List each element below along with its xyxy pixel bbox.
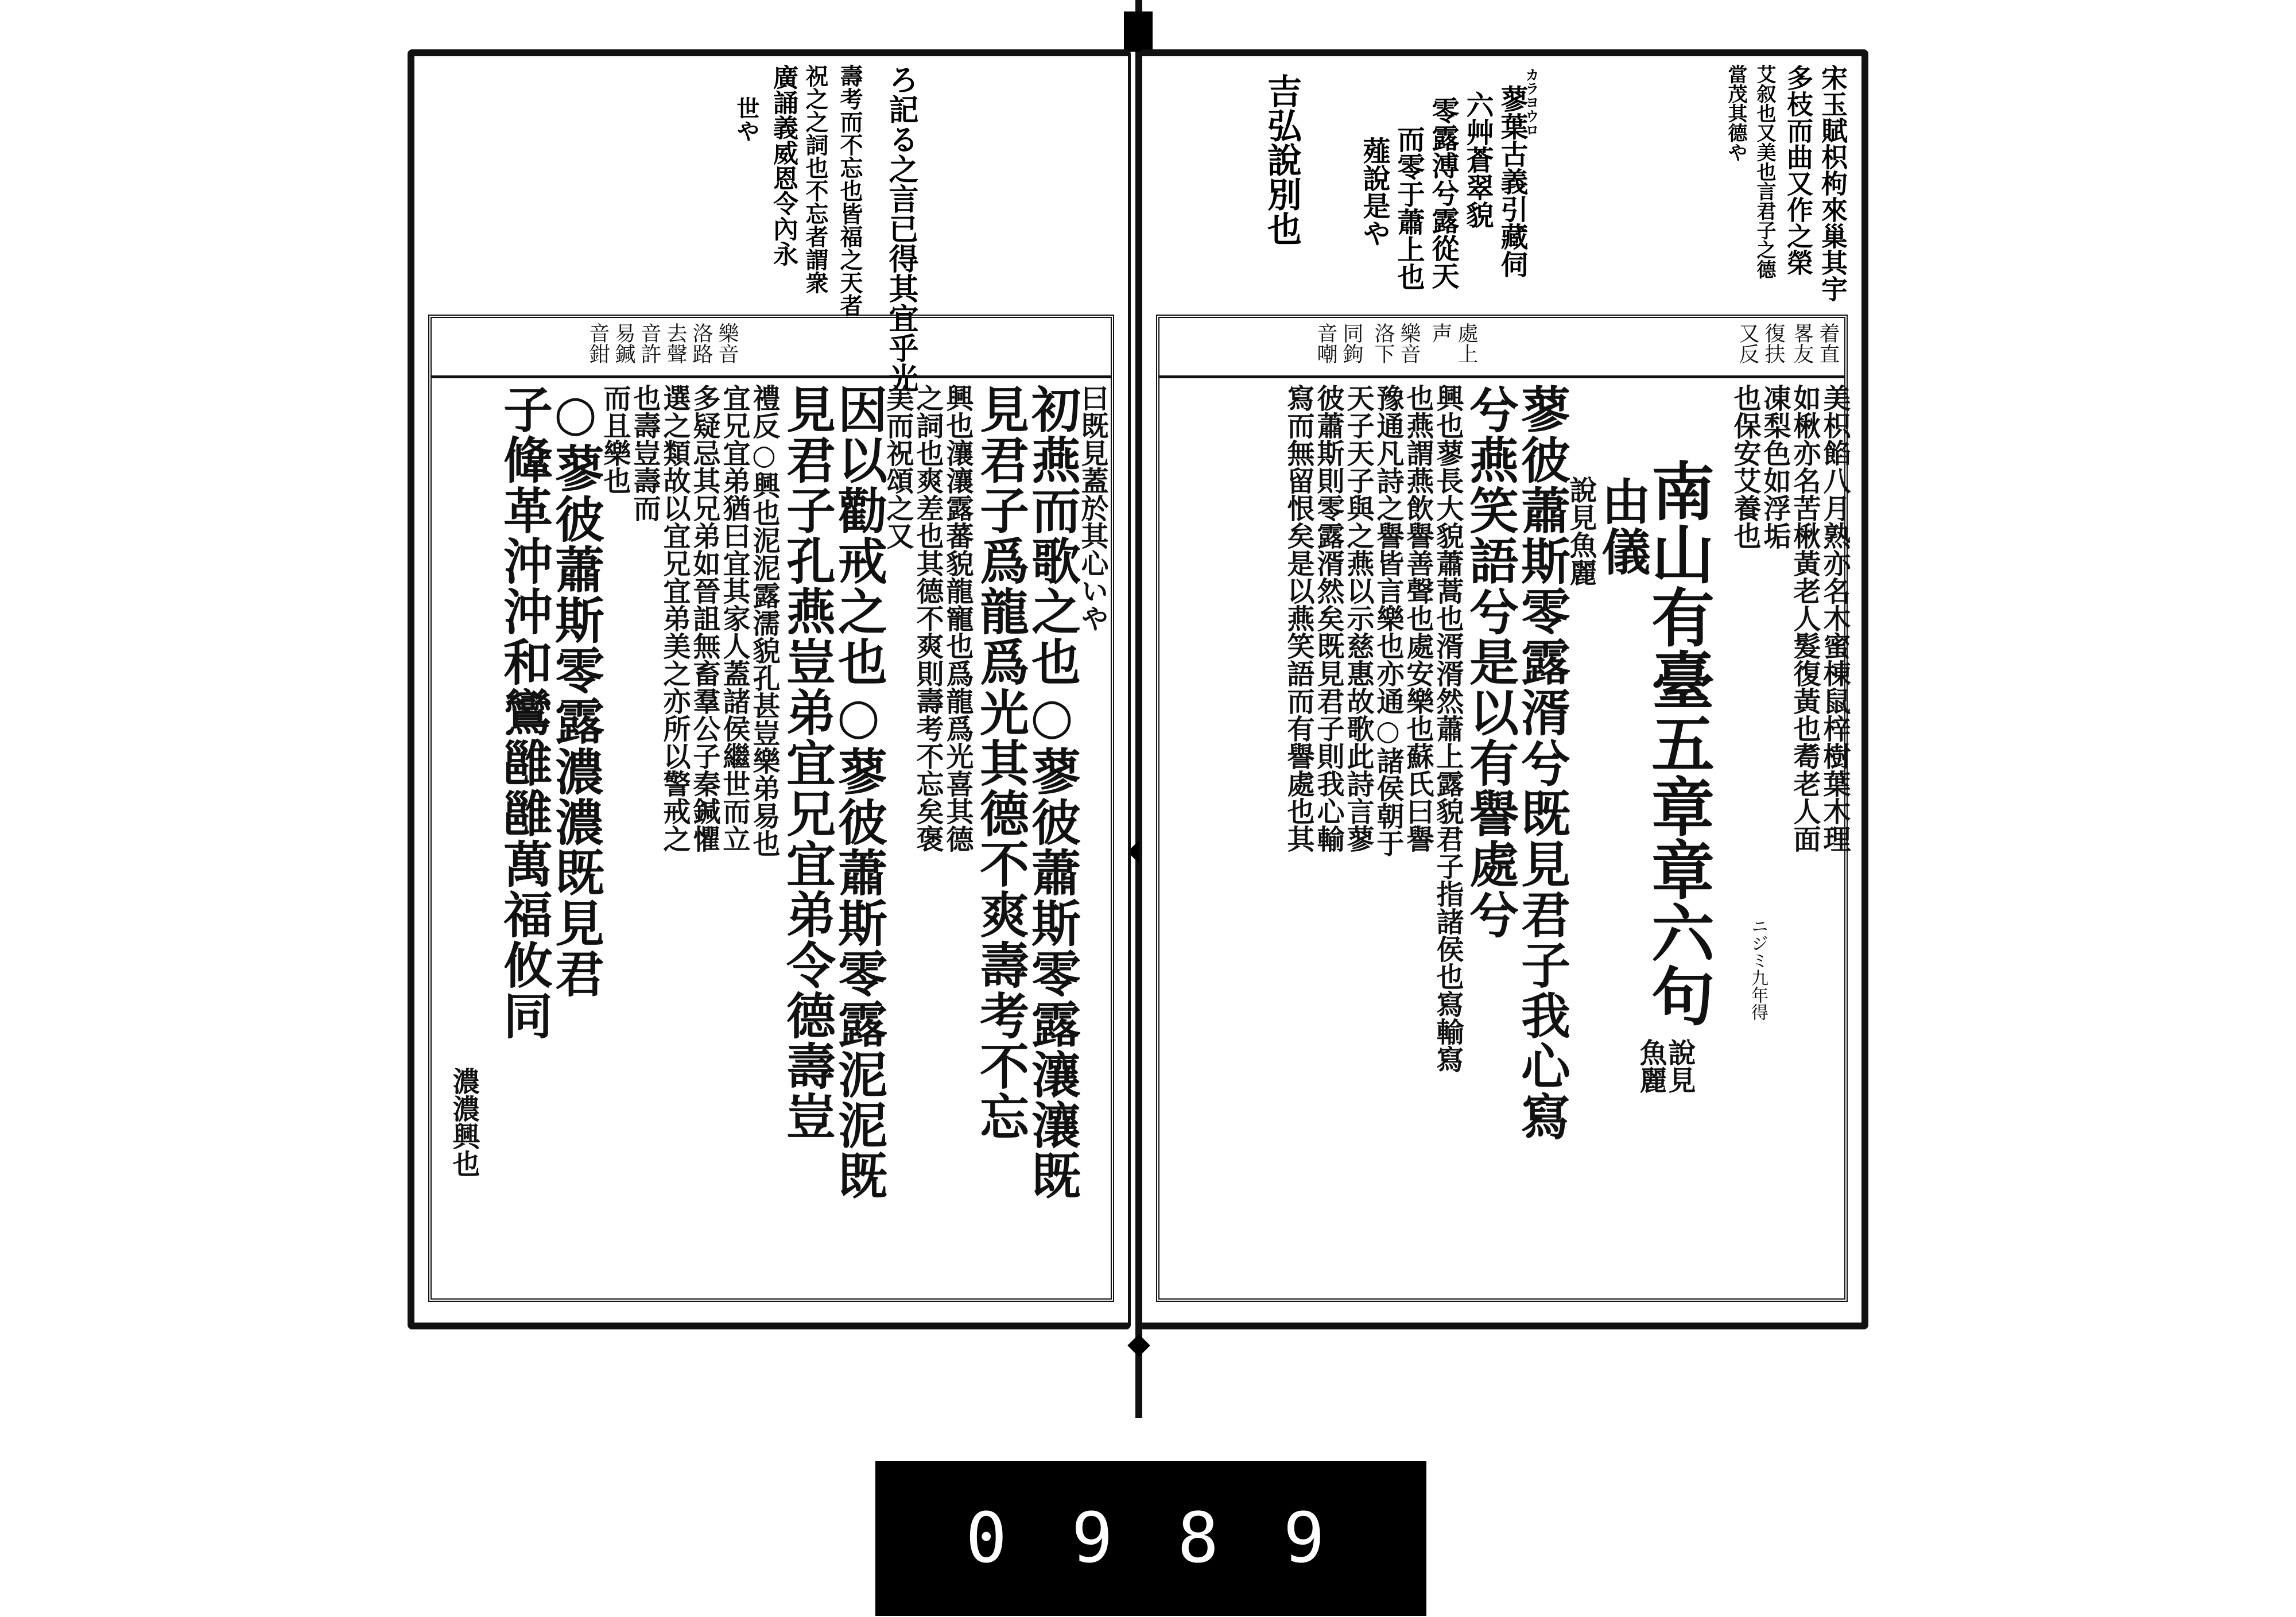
right-annotation-6: 吉弘說別也 [1262, 73, 1302, 246]
right-header-phonetic-10: 音嘲 [1314, 323, 1337, 364]
right-margin-note: ニジミ九年得 [1748, 917, 1768, 1021]
left-column-3: 見君子爲龍爲光其德不爽壽考不忘 [971, 384, 1029, 1142]
left-top-note-1: ろ記る之言已得其宜乎光 [883, 64, 918, 393]
left-top-note-3: 祝之之詞也不忘者謂衆 [802, 64, 828, 294]
right-column-title: 南山有臺五章章六句 [1641, 459, 1715, 1027]
left-column-13: 也壽豈壽而 [629, 384, 661, 522]
left-column-10: 宜兄宜弟猶曰宜其家人蓋諸侯繼世而立 [718, 384, 750, 852]
left-column-14: 而且樂也 [599, 384, 631, 494]
left-column-8: 見君子孔燕豈弟宜兄宜弟令德壽豈 [778, 384, 836, 1142]
right-text-frame [1156, 315, 1851, 1302]
left-header-phonetic-6: 音鉗 [586, 323, 610, 364]
right-page [1139, 49, 1868, 1329]
right-katakana-note: カラヨウロ [1523, 68, 1539, 137]
left-header-phonetic-5: 易鍼 [612, 323, 635, 364]
right-body-text [1159, 378, 1851, 1298]
left-header-phonetic-4: 音許 [638, 323, 661, 364]
right-header-band [1159, 318, 1844, 378]
right-column-2: 如楸亦名苦楸黃老人髮復黃也耈老人面 [1789, 384, 1821, 852]
left-column-4: 興也瀼瀼露蕃貌龍寵也爲龍爲光喜其德 [941, 384, 974, 852]
left-column-15: ○蓼彼蕭斯零露濃濃既見君 [546, 384, 604, 999]
left-column-1: 曰既見蓋於其心いや [1076, 384, 1108, 632]
left-top-note-2: 壽考而不忘也皆福之天者 [836, 64, 863, 317]
right-top-note-1: 宋玉賦枳枸來巢其宇 [1817, 64, 1848, 302]
right-header-phonetic-8: 洛下 [1371, 323, 1395, 364]
left-column-7: 因以勸戒之也○蓼彼蕭斯零露泥泥既 [829, 384, 887, 1201]
right-top-margin [1142, 56, 1861, 315]
stamp-text: 0 9 8 9 [965, 1498, 1336, 1579]
left-header-band [432, 318, 1111, 378]
left-column-6: 美而祝頌之又 [882, 384, 914, 549]
right-annotation-2: 六艸蒼翠貌 [1461, 91, 1494, 228]
left-body-text [432, 378, 1111, 1298]
left-column-11: 多疑忌其兄弟如晉詛無畜羣公子秦鍼懼 [688, 384, 720, 852]
right-column-12: 興也蓼長大貌蕭蒿也湑湑然蕭上露貌君子指諸侯也寫輸寫 [1432, 384, 1464, 1073]
right-header-phonetic-4: 又反 [1736, 323, 1759, 364]
right-column-15: 天子天子與之燕以示慈惠故歌此詩言蓼 [1342, 384, 1374, 852]
left-column-2: 初燕而歌之也○蓼彼蕭斯零露瀼瀼既 [1023, 384, 1081, 1201]
left-column-12: 選之類故以宜兄宜弟美之亦所以警戒之 [658, 384, 691, 852]
right-top-note-3: 艾叙也又美也言君子之德 [1753, 64, 1776, 279]
right-annotation-4: 而零于蕭上也 [1393, 125, 1425, 290]
right-header-phonetic-9: 同鉤 [1340, 323, 1363, 364]
right-column-10: 蓼彼蕭斯零露湑兮既見君子我心寫 [1512, 384, 1570, 1142]
spine-mark-2 [1127, 1334, 1150, 1357]
right-top-note-4: 當茂其德や [1724, 64, 1747, 162]
right-header-phonetic-3: 復扶 [1762, 323, 1785, 364]
left-side-note: 濃濃興也 [448, 1067, 480, 1177]
spine-top-block [1124, 11, 1153, 52]
right-column-13: 也燕謂燕飲譽善聲也處安樂也蘇氏曰譽 [1402, 384, 1434, 852]
left-header-phonetic-1: 樂音 [715, 323, 739, 364]
right-annotation-3: 零露溥兮露從天 [1427, 96, 1459, 289]
right-column-8: 由儀 [1593, 476, 1651, 577]
right-column-17: 寫而無留恨矣是以燕笑語而有譽處也其 [1282, 384, 1314, 852]
left-column-9: 禮反○興也泥泥露濡貌孔甚豈樂弟易也 [748, 384, 780, 857]
right-header-phonetic-6: 声 [1429, 323, 1452, 343]
left-top-note-5: 世や [733, 96, 759, 142]
right-column-11: 兮燕笑語兮是以有譽處兮 [1461, 384, 1519, 940]
left-page [408, 49, 1131, 1329]
right-top-note-2: 多枝而曲又作之榮 [1783, 64, 1814, 276]
right-column-6: 說見 [1663, 1038, 1696, 1093]
left-column-5: 之詞也爽差也其德不爽則壽考不忘矣褒 [912, 384, 944, 852]
right-header-phonetic-5: 處上 [1455, 323, 1478, 364]
left-header-phonetic-2: 洛路 [689, 323, 713, 364]
right-header-phonetic-2: 畧友 [1790, 323, 1814, 364]
right-header-phonetic-1: 着直 [1816, 323, 1840, 364]
right-annotation-1: 蓼葉古義引藏伺 [1496, 85, 1528, 278]
right-column-1: 美枳餡八月熟亦名木蜜棟鼠梓樹葉木理 [1818, 384, 1851, 852]
right-column-4: 也保安艾養也 [1729, 384, 1761, 549]
right-header-phonetic-7: 樂音 [1397, 323, 1421, 364]
left-column-16: 子鞗革沖沖和鸞雝雝萬福攸同 [495, 384, 553, 1041]
right-column-14: 豫通凡詩之譽皆言樂也亦通○諸侯朝于 [1372, 384, 1404, 857]
right-column-7: 魚麗 [1635, 1038, 1667, 1093]
right-annotation-5: 薤說是や [1358, 137, 1390, 247]
right-column-9: 說見魚麗 [1565, 476, 1597, 586]
right-column-16: 彼蕭斯則零露湑然矣既見君子則我心輸 [1312, 384, 1344, 852]
catalog-stamp [875, 1461, 1426, 1616]
right-column-3: 凍梨色如浮垢 [1759, 384, 1791, 549]
left-text-frame [428, 315, 1114, 1302]
left-top-note-4: 廣誦義威恩令內永 [769, 64, 798, 266]
left-header-phonetic-3: 去聲 [664, 323, 687, 364]
